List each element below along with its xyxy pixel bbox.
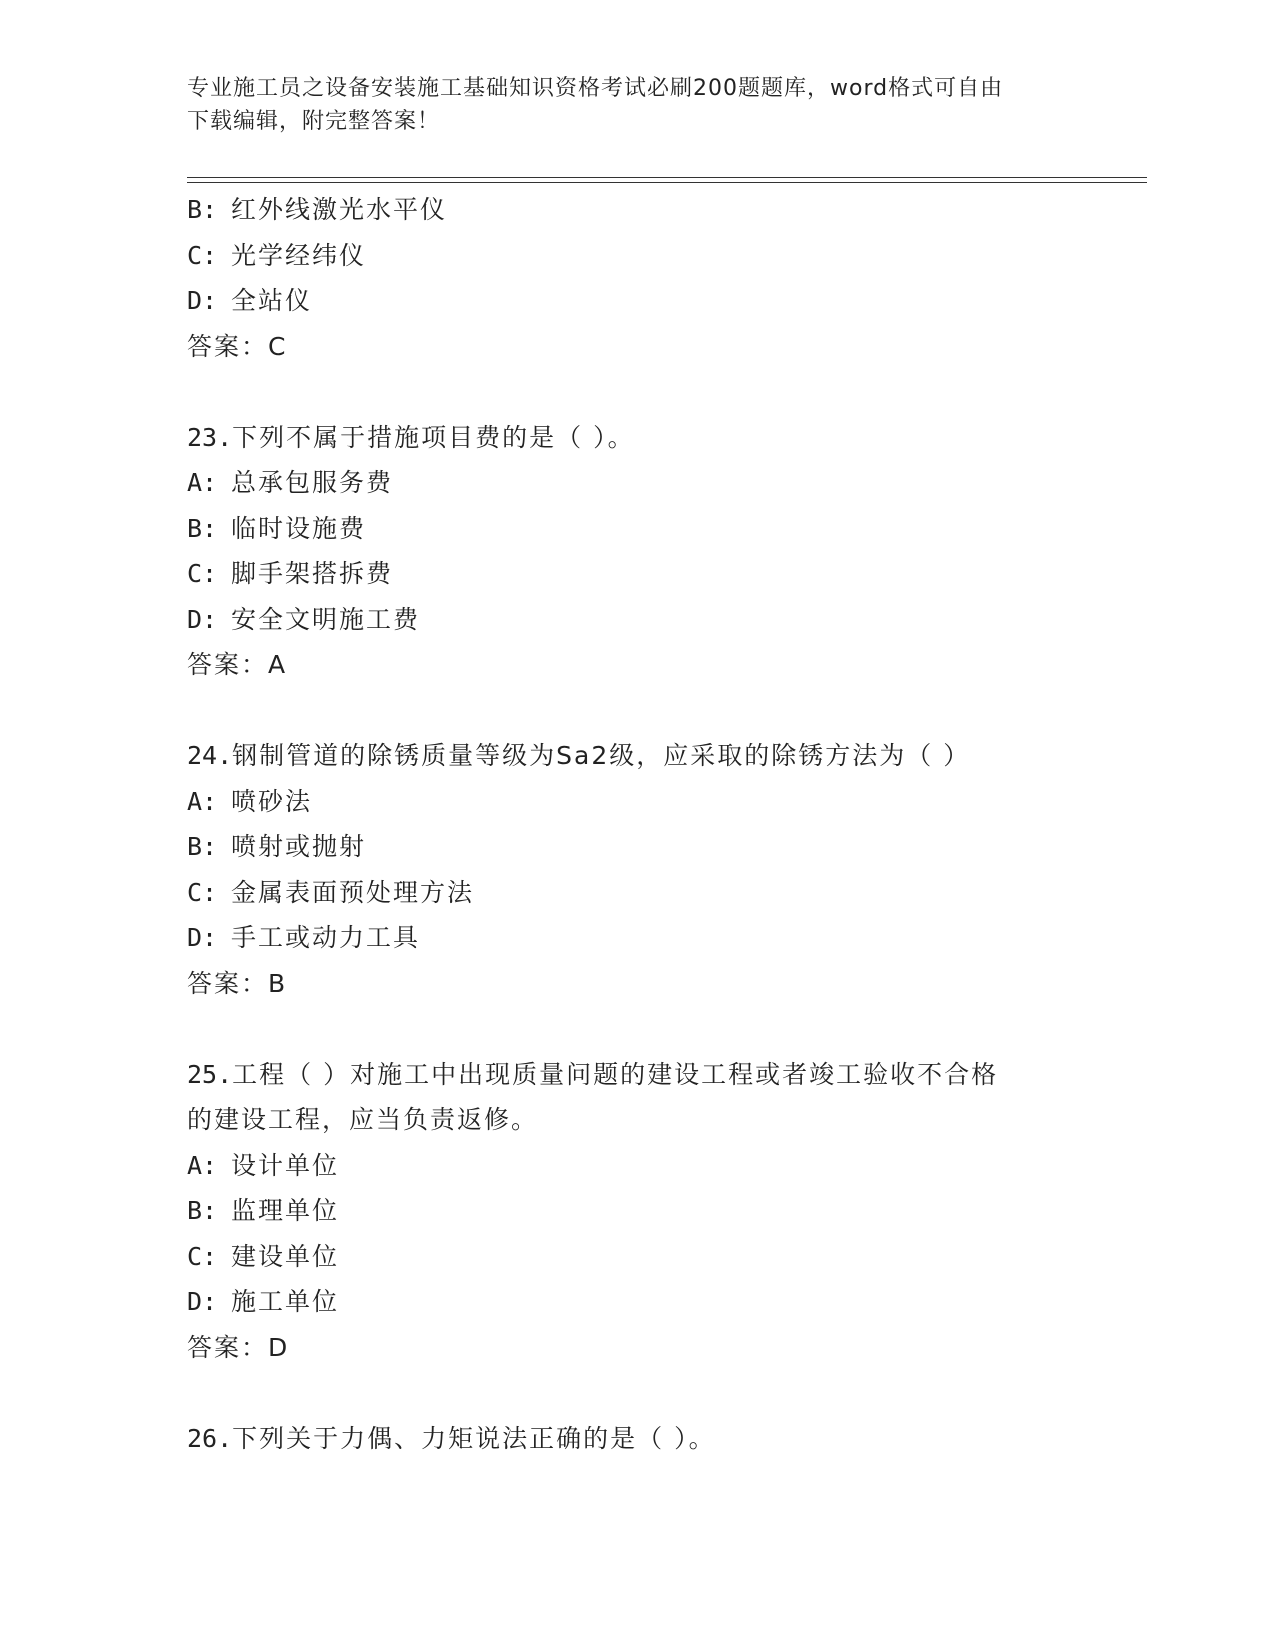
question-number: 23. (187, 422, 233, 452)
option-text: 监理单位 (231, 1196, 340, 1225)
option-a (187, 779, 1147, 825)
option-c (187, 1234, 1147, 1280)
answer-line: 答案：C (187, 331, 288, 361)
question-number: 25. (187, 1059, 233, 1089)
option-key: C: (187, 877, 218, 907)
question-text: 工程（ ）对施工中出现质量问题的建设工程或者竣工验收不合格 (232, 1059, 999, 1089)
option-text: 设计单位 (231, 1150, 340, 1180)
question-number: 26. (187, 1423, 233, 1453)
question-stem (187, 733, 1147, 779)
option-text: 总承包服务费 (231, 468, 394, 497)
option-key: B: (187, 1196, 218, 1225)
question-content (187, 187, 1147, 1461)
answer-line: 答案：D (187, 1332, 290, 1362)
question-24 (187, 733, 1147, 1006)
header-title-line-1: 专业施工员之设备安装施工基础知识资格考试必刷200题题库，word格式可自由 (187, 76, 1004, 101)
option-b (187, 506, 1147, 552)
option-text: 喷砂法 (231, 786, 313, 816)
option-c (187, 233, 1147, 279)
option-text: 全站仪 (231, 286, 313, 315)
question-text: 钢制管道的除锈质量等级为Sa2级，应采取的除锈方法为（ ） (232, 741, 971, 770)
option-text: 喷射或抛射 (231, 832, 367, 861)
option-d (187, 915, 1147, 961)
option-key: B: (187, 513, 218, 543)
option-d (187, 597, 1147, 643)
question-23 (187, 415, 1147, 688)
option-text: 安全文明施工费 (231, 604, 421, 634)
option-a (187, 460, 1147, 506)
question-stem (187, 1416, 1147, 1462)
spacer (187, 369, 1147, 415)
option-key: A: (187, 468, 218, 497)
option-text: 手工或动力工具 (231, 923, 421, 952)
prev-question-block (187, 187, 1147, 369)
option-b (187, 1188, 1147, 1234)
option-c (187, 551, 1147, 597)
option-key: A: (187, 786, 218, 816)
option-b (187, 824, 1147, 870)
option-key: C: (187, 240, 218, 270)
option-c (187, 870, 1147, 916)
option-key: C: (187, 1241, 218, 1271)
question-text: 下列关于力偶、力矩说法正确的是（ ）。 (232, 1423, 716, 1453)
question-25 (187, 1052, 1147, 1371)
option-text: 施工单位 (231, 1287, 340, 1316)
option-key: B: (187, 195, 218, 224)
header-title-line-2: 下载编辑，附完整答案！ (187, 109, 441, 134)
question-stem-continuation: 的建设工程，应当负责返修。 (187, 1105, 539, 1134)
option-key: A: (187, 1150, 218, 1180)
question-26 (187, 1416, 1147, 1462)
question-text: 下列不属于措施项目费的是（ ）。 (232, 422, 635, 452)
option-text: 建设单位 (231, 1241, 340, 1271)
option-key: D: (187, 1287, 218, 1316)
option-key: D: (187, 923, 218, 952)
option-text: 临时设施费 (231, 513, 367, 543)
spacer (187, 1370, 1147, 1416)
option-key: D: (187, 286, 218, 315)
option-text: 脚手架搭拆费 (231, 559, 394, 588)
header-divider (187, 177, 1147, 183)
question-number: 24. (187, 741, 233, 770)
option-a (187, 1143, 1147, 1189)
option-b (187, 187, 1147, 233)
option-text: 红外线激光水平仪 (231, 195, 448, 224)
option-text: 金属表面预处理方法 (231, 877, 475, 907)
answer-line: 答案：B (187, 968, 288, 998)
question-stem (187, 1052, 1147, 1098)
spacer (187, 688, 1147, 734)
option-d (187, 1279, 1147, 1325)
answer-line: 答案：A (187, 650, 288, 679)
option-key: C: (187, 559, 218, 588)
spacer (187, 1006, 1147, 1052)
option-d (187, 278, 1147, 324)
option-text: 光学经纬仪 (231, 240, 367, 270)
option-key: B: (187, 832, 218, 861)
option-key: D: (187, 604, 218, 634)
page-header (187, 72, 1087, 138)
question-stem (187, 415, 1147, 461)
